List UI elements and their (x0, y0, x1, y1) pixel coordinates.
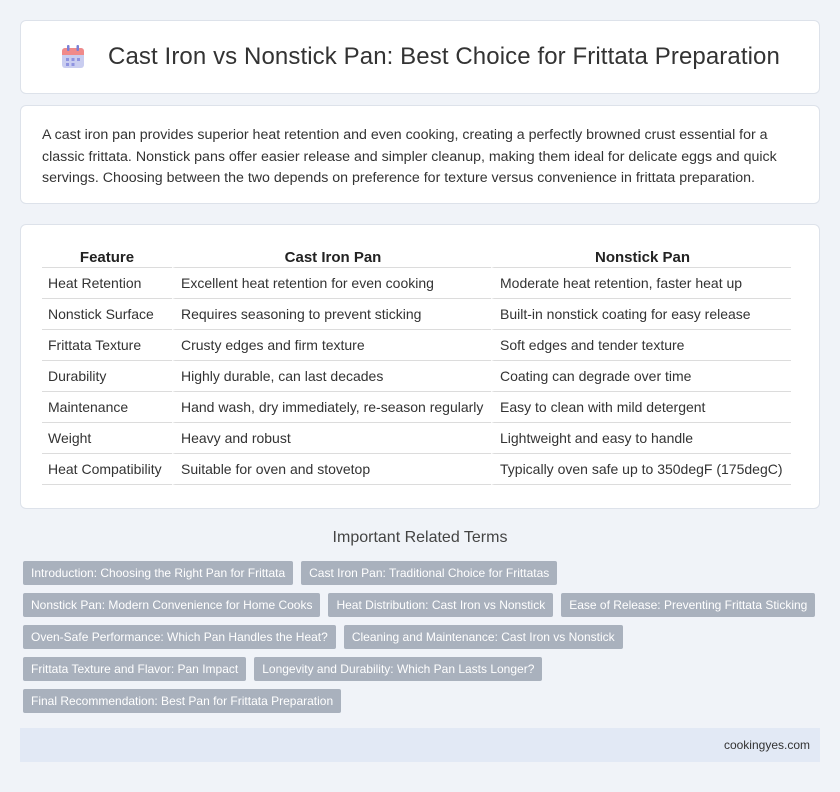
nonstick-cell: Soft edges and tender texture (491, 330, 791, 361)
table-row (42, 423, 791, 454)
related-term-tag[interactable]: Frittata Texture and Flavor: Pan Impact (23, 657, 246, 681)
related-term-tag[interactable]: Cleaning and Maintenance: Cast Iron vs Nonstick (344, 625, 623, 649)
intro-card (20, 105, 820, 204)
nonstick-cell: Built-in nonstick coating for easy release (491, 299, 791, 330)
page-title: Cast Iron vs Nonstick Pan: Best Choice for Frittata Preparation (108, 43, 780, 70)
intro-paragraph: A cast iron pan provides superior heat retention and even cooking, creating a perfectly browned crust essential for a classic frittata. Nonstick pans offer easier release and simpler cleanup, making them ideal for delicate eggs and quick servings. Choosing between the two depends on preference for texture versus convenience in frittata preparation. (42, 127, 777, 186)
tag-row (23, 625, 818, 649)
related-term-tag[interactable]: Introduction: Choosing the Right Pan for Frittata (23, 561, 293, 585)
footer-site: cookingyes.com (723, 738, 810, 752)
related-term-tag[interactable]: Heat Distribution: Cast Iron vs Nonstick (328, 593, 553, 617)
header-nonstick: Nonstick Pan (491, 248, 791, 268)
feature-cell: Weight (42, 423, 172, 454)
related-term-tag[interactable]: Final Recommendation: Best Pan for Frittata Preparation (23, 689, 341, 713)
comparison-table (42, 248, 791, 485)
cast-iron-cell: Heavy and robust (172, 423, 491, 454)
comparison-card (20, 224, 820, 509)
table-header-row (42, 248, 791, 268)
tag-row (23, 561, 818, 585)
feature-cell: Durability (42, 361, 172, 392)
header-feature: Feature (42, 248, 172, 268)
cast-iron-cell: Requires seasoning to prevent sticking (172, 299, 491, 330)
cast-iron-cell: Highly durable, can last decades (172, 361, 491, 392)
related-terms-list (23, 561, 818, 721)
tag-row (23, 689, 818, 713)
nonstick-cell: Typically oven safe up to 350degF (175degC) (491, 454, 791, 485)
cast-iron-cell: Crusty edges and firm texture (172, 330, 491, 361)
feature-cell: Heat Compatibility (42, 454, 172, 485)
related-term-tag[interactable]: Nonstick Pan: Modern Convenience for Home Cooks (23, 593, 320, 617)
related-terms-title: Important Related Terms (332, 529, 508, 546)
related-term-tag[interactable]: Oven-Safe Performance: Which Pan Handles the Heat? (23, 625, 336, 649)
table-row (42, 330, 791, 361)
header-cast-iron: Cast Iron Pan (172, 248, 491, 268)
footer (20, 728, 820, 762)
feature-cell: Nonstick Surface (42, 299, 172, 330)
calendar-icon (60, 44, 86, 70)
nonstick-cell: Lightweight and easy to handle (491, 423, 791, 454)
cast-iron-cell: Excellent heat retention for even cooking (172, 268, 491, 299)
table-row (42, 268, 791, 299)
nonstick-cell: Coating can degrade over time (491, 361, 791, 392)
cast-iron-cell: Suitable for oven and stovetop (172, 454, 491, 485)
cast-iron-cell: Hand wash, dry immediately, re-season regularly (172, 392, 491, 423)
table-row (42, 361, 791, 392)
related-term-tag[interactable]: Longevity and Durability: Which Pan Lasts Longer? (254, 657, 542, 681)
table-row (42, 299, 791, 330)
feature-cell: Heat Retention (42, 268, 172, 299)
nonstick-cell: Easy to clean with mild detergent (491, 392, 791, 423)
table-row (42, 392, 791, 423)
feature-cell: Frittata Texture (42, 330, 172, 361)
feature-cell: Maintenance (42, 392, 172, 423)
table-row (42, 454, 791, 485)
tag-row (23, 657, 818, 681)
related-term-tag[interactable]: Cast Iron Pan: Traditional Choice for Frittatas (301, 561, 557, 585)
nonstick-cell: Moderate heat retention, faster heat up (491, 268, 791, 299)
title-card (20, 20, 820, 94)
tag-row (23, 593, 818, 617)
related-term-tag[interactable]: Ease of Release: Preventing Frittata Sticking (561, 593, 815, 617)
